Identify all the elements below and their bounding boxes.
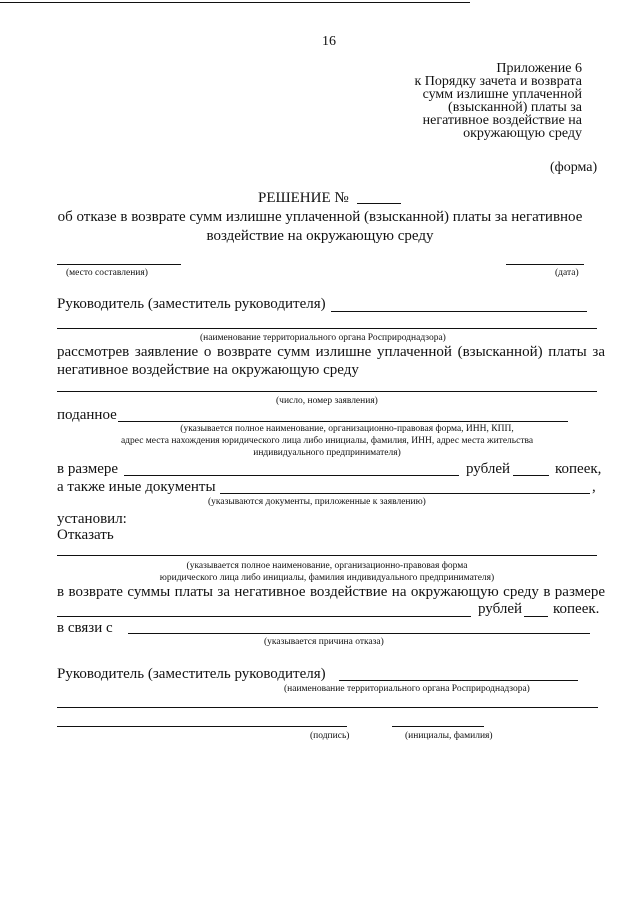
submitted-field [118,421,568,422]
refund-kopecks-field [524,616,548,617]
place-hint: (место составления) [66,268,148,278]
place-field [57,264,181,265]
appendix-line: негативное воздействие на [422,113,582,128]
established-label: установил: [57,511,127,527]
submitted-hint-line: адрес места нахождения юридического лица либо инициалы, фамилия, ИНН, адрес места жительства [120,436,534,446]
head-field [331,311,587,312]
date-hint: (дата) [555,268,579,278]
refund-rubles-field [57,616,471,617]
page-top-edge [0,2,470,3]
refuse-hint [57,560,597,584]
also-docs-field [220,493,590,494]
territorial-body-field-2 [57,707,598,708]
initials-hint: (инициалы, фамилия) [405,731,493,741]
appendix-line: окружающую среду [463,126,582,141]
amount-label: в размере [57,461,119,477]
signature-hint: (подпись) [310,731,350,741]
refuse-hint-line: (указывается полное наименование, организационно-правовая форма [186,561,468,571]
subtitle-line: об отказе в возврате сумм излишне уплаченной (взысканной) платы за негативное [57,209,583,225]
appendix-block [376,62,582,140]
document-subtitle [40,208,600,246]
application-field [57,391,597,392]
page-number: 16 [322,34,336,49]
document-title: РЕШЕНИЕ № [258,190,349,206]
considered-line: негативное воздействие на окружающую среду [57,362,359,378]
appendix-line: (взысканной) платы за [448,100,582,115]
comma: , [592,479,596,495]
head-label: Руководитель (заместитель руководителя) [57,296,326,312]
subtitle-line: воздействие на окружающую среду [206,228,434,244]
submitted-label: поданное [57,407,117,423]
submitted-hint [57,423,597,459]
decision-number-field [357,203,401,204]
amount-rubles-field [124,475,459,476]
head-label-2: Руководитель (заместитель руководителя) [57,666,326,682]
docs-hint: (указываются документы, приложенные к заявлению) [208,497,426,507]
considered-text [57,343,605,379]
appendix-line: сумм излишне уплаченной [422,87,582,102]
reason-hint: (указывается причина отказа) [264,637,384,647]
appendix-line: к Порядку зачета и возврата [414,74,582,89]
position-field [57,726,347,727]
initials-field [392,726,484,727]
application-hint: (число, номер заявления) [276,396,378,406]
territorial-body-hint: (наименование территориального органа Росприроднадзора) [200,333,446,343]
territorial-body-field [57,328,597,329]
form-label: (форма) [550,160,598,175]
amount-kopecks-field [513,475,549,476]
submitted-hint-line: (указывается полное наименование, организационно-правовая форма, ИНН, КПП, [180,424,514,434]
territorial-body-hint-2: (наименование территориального органа Росприроднадзора) [284,684,530,694]
reason-label: в связи с [57,620,113,636]
rubles-label-2: рублей [478,601,523,617]
also-docs-label: а также иные документы [57,479,216,495]
kopecks-label: копеек, [555,461,602,477]
rubles-label: рублей [466,461,511,477]
refuse-hint-line: юридического лица либо инициалы, фамилия индивидуального предпринимателя) [159,573,495,583]
appendix-line: Приложение 6 [496,61,582,76]
refund-text: в возврате суммы платы за негативное воздействие на окружающую среду в размере [57,584,605,600]
refuse-field [57,555,597,556]
head-field-2 [339,680,578,681]
considered-line: рассмотрев заявление о возврате сумм излишне уплаченной (взысканной) платы за [57,344,605,360]
refuse-label: Отказать [57,527,114,543]
kopecks-label-2: копеек. [553,601,600,617]
reason-field [128,633,590,634]
date-field [506,264,584,265]
submitted-hint-line: индивидуального предпринимателя) [253,448,401,458]
